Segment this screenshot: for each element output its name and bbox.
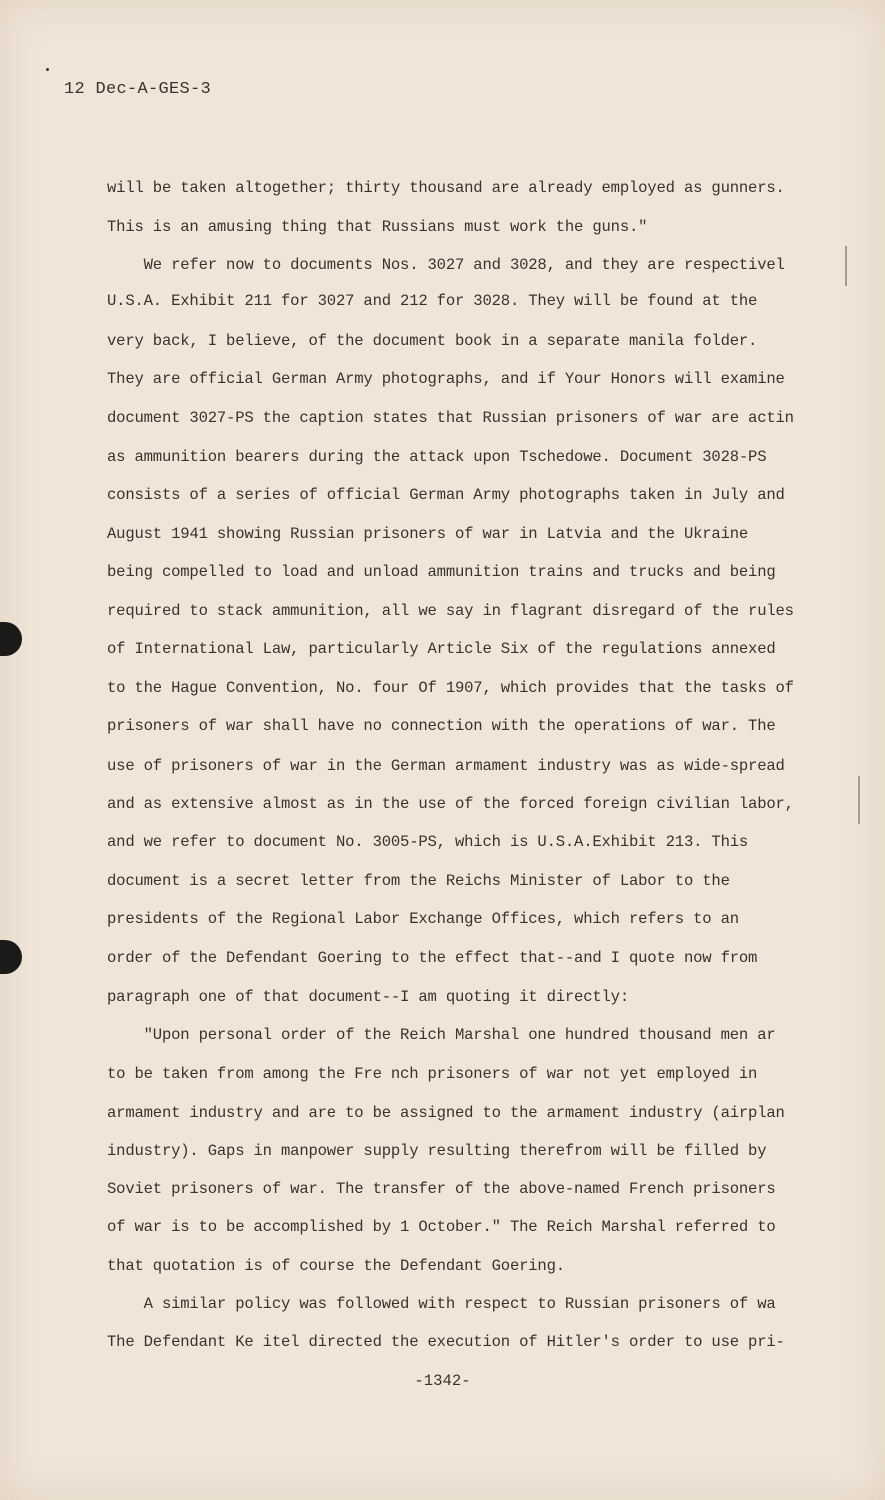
text-line: to the Hague Convention, No. four Of 1907, which provides that the tasks of <box>107 679 794 697</box>
document-reference: 12 Dec-A-GES-3 <box>64 80 212 99</box>
text-line: as ammunition bearers during the attack upon Tschedowe. Document 3028-PS <box>107 448 767 466</box>
text-line: document is a secret letter from the Reichs Minister of Labor to the <box>107 872 730 890</box>
text-line: being compelled to load and unload ammunition trains and trucks and being <box>107 563 776 581</box>
text-line: will be taken altogether; thirty thousand are already employed as gunners. <box>107 179 785 197</box>
margin-mark <box>845 246 847 286</box>
margin-mark <box>858 776 860 824</box>
text-line: order of the Defendant Goering to the effect that--and I quote now from <box>107 949 758 967</box>
text-line: of International Law, particularly Article Six of the regulations annexed <box>107 640 776 658</box>
punch-hole <box>0 940 22 974</box>
text-line: They are official German Army photographs, and if Your Honors will examine <box>107 370 785 388</box>
text-line: August 1941 showing Russian prisoners of war in Latvia and the Ukraine <box>107 525 749 543</box>
punch-hole <box>0 622 22 656</box>
text-line: document 3027-PS the caption states that Russian prisoners of war are actin <box>107 409 794 427</box>
text-line: The Defendant Ke itel directed the execution of Hitler's order to use pri- <box>107 1333 785 1351</box>
ink-speck <box>46 68 49 71</box>
text-line: armament industry and are to be assigned to the armament industry (airplan <box>107 1104 785 1122</box>
page-number: -1342- <box>414 1372 471 1390</box>
text-line: This is an amusing thing that Russians must work the guns." <box>107 218 648 236</box>
text-line: required to stack ammunition, all we say in flagrant disregard of the rules <box>107 602 794 620</box>
text-line: prisoners of war shall have no connection with the operations of war. The <box>107 717 776 735</box>
text-line: Soviet prisoners of war. The transfer of the above-named French prisoners <box>107 1180 776 1198</box>
text-line: to be taken from among the Fre nch prisoners of war not yet employed in <box>107 1065 758 1083</box>
text-line: very back, I believe, of the document book in a separate manila folder. <box>107 332 758 350</box>
text-line: and as extensive almost as in the use of the forced foreign civilian labor, <box>107 795 794 813</box>
text-line: consists of a series of official German Army photographs taken in July and <box>107 486 785 504</box>
text-line: "Upon personal order of the Reich Marshal one hundred thousand men ar <box>107 1026 776 1044</box>
text-line: and we refer to document No. 3005-PS, which is U.S.A.Exhibit 213. This <box>107 833 749 851</box>
text-line: use of prisoners of war in the German armament industry was as wide-spread <box>107 757 785 775</box>
text-line: that quotation is of course the Defendant Goering. <box>107 1257 565 1275</box>
text-line: U.S.A. Exhibit 211 for 3027 and 212 for 3028. They will be found at the <box>107 292 758 310</box>
text-line: We refer now to documents Nos. 3027 and 3028, and they are respectivel <box>107 256 785 274</box>
text-line: A similar policy was followed with respect to Russian prisoners of wa <box>107 1295 776 1313</box>
text-line: of war is to be accomplished by 1 October." The Reich Marshal referred to <box>107 1218 776 1236</box>
text-line: paragraph one of that document--I am quoting it directly: <box>107 988 629 1006</box>
text-line: industry). Gaps in manpower supply resulting therefrom will be filled by <box>107 1142 767 1160</box>
text-line: presidents of the Regional Labor Exchange Offices, which refers to an <box>107 910 739 928</box>
